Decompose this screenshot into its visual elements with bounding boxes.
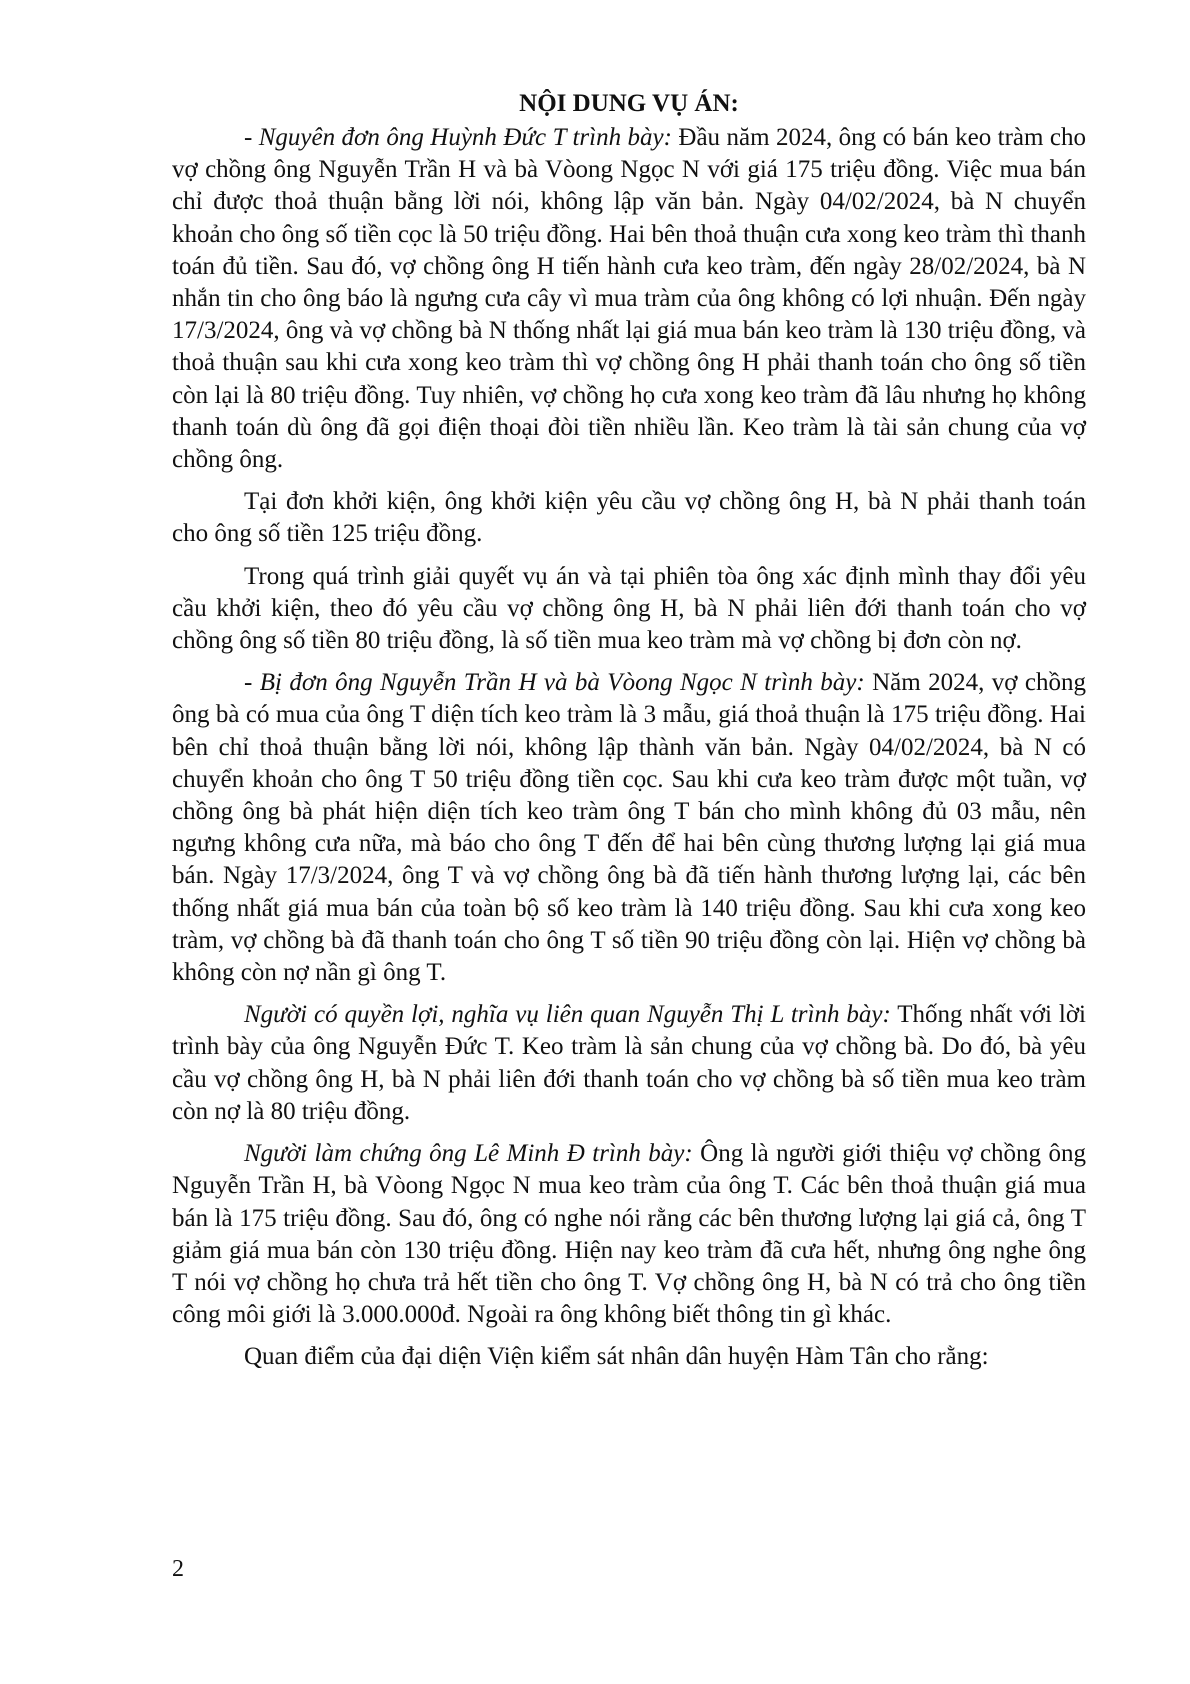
paragraph-lead: - Nguyên đơn ông Huỳnh Đức T trình bày:	[244, 124, 672, 151]
paragraph-text: Ông là người giới thiệu vợ chồng ông Nguyễn Trần H, bà Vòong Ngọc N mua keo tràm của ông T. Các bên thoả thuận giá mua bán là 175 triệu đồng. Sau đó, ông có nghe nói rằng các bên thương lượng lại giá cả, ông T giảm giá mua bán còn 130 triệu đồng. Hiện nay keo tràm đã cưa hết, nhưng ông nghe ông T nói vợ chồng họ chưa trả hết tiền cho ông T. Vợ chồng ông H, bà N có trả cho ông tiền công môi giới là 3.000.000đ. Ngoài ra ông không biết thông tin gì khác.	[172, 1140, 1086, 1329]
document-page	[172, 88, 1086, 1384]
paragraph-plaintiff	[172, 122, 1086, 476]
paragraph-text: Thống nhất với lời trình bày của ông Nguyễn Đức T. Keo tràm là sản chung của vợ chồng bà. Do đó, bà yêu cầu vợ chồng ông H, bà N phải liên đới thanh toán cho vợ chồng bà số tiền mua keo tràm còn nợ là 80 triệu đồng.	[172, 1001, 1086, 1125]
paragraph-text: Quan điểm của đại diện Viện kiểm sát nhân dân huyện Hàm Tân cho rằng:	[244, 1343, 989, 1371]
paragraph-claim	[172, 486, 1086, 550]
paragraph-text: Trong quá trình giải quyết vụ án và tại phiên tòa ông xác định mình thay đổi yêu cầu khởi kiện, theo đó yêu cầu vợ chồng ông H, bà N phải liên đới thanh toán cho vợ chồng ông số tiền 80 triệu đồng, là số tiền mua keo tràm mà vợ chồng bị đơn còn nợ.	[172, 562, 1086, 655]
paragraph-text: Đầu năm 2024, ông có bán keo tràm cho vợ chồng ông Nguyễn Trần H và bà Vòong Ngọc N với giá 175 triệu đồng. Việc mua bán chỉ được thoả thuận bằng lời nói, không lập văn bản. Ngày 04/02/2024, bà N chuyển khoản cho ông số tiền cọc là 50 triệu đồng. Hai bên thoả thuận cưa xong keo tràm thì thanh toán đủ tiền. Sau đó, vợ chồng ông H tiến hành cưa keo tràm, đến ngày 28/02/2024, bà N nhắn tin cho ông báo là ngưng cưa cây vì mua tràm của ông không có lợi nhuận. Đến ngày 17/3/2024, ông và vợ chồng bà N thống nhất lại giá mua bán keo tràm là 130 triệu đồng, và thoả thuận sau khi cưa xong keo tràm thì vợ chồng ông H phải thanh toán cho ông số tiền còn lại là 80 triệu đồng. Tuy nhiên, vợ chồng họ cưa xong keo tràm đã lâu nhưng họ không thanh toán dù ông đã gọi điện thoại đòi tiền nhiều lần. Keo tràm là tài sản chung của vợ chồng ông.	[172, 124, 1087, 474]
paragraph-lead: Người có quyền lợi, nghĩa vụ liên quan Nguyễn Thị L trình bày:	[244, 1001, 891, 1029]
paragraph-defendant	[172, 667, 1086, 989]
paragraph-lead: Người làm chứng ông Lê Minh Đ trình bày:	[244, 1140, 693, 1168]
paragraph-text: Tại đơn khởi kiện, ông khởi kiện yêu cầu vợ chồng ông H, bà N phải thanh toán cho ông số tiền 125 triệu đồng.	[172, 488, 1086, 548]
paragraph-changed-claim	[172, 561, 1086, 658]
section-heading: NỘI DUNG VỤ ÁN:	[519, 90, 739, 117]
paragraph-lead: - Bị đơn ông Nguyễn Trần H và bà Vòong Ngọc N trình bày:	[244, 669, 865, 697]
page-number: 2	[172, 1556, 184, 1582]
paragraph-witness	[172, 1138, 1086, 1331]
paragraph-related-party	[172, 999, 1086, 1128]
paragraph-procuracy	[172, 1341, 1086, 1373]
paragraph-text: Năm 2024, vợ chồng ông bà có mua của ông T diện tích keo tràm là 3 mẫu, giá thoả thuận là 175 triệu đồng. Hai bên chỉ thoả thuận bằng lời nói, không lập thành văn bản. Ngày 04/02/2024, bà N có chuyển khoản cho ông T 50 triệu đồng tiền cọc. Sau khi cưa keo tràm được một tuần, vợ chồng ông bà phát hiện diện tích keo tràm ông T bán cho mình không đủ 03 mẫu, nên ngưng không cưa nữa, mà báo cho ông T đến để hai bên cùng thương lượng lại giá mua bán. Ngày 17/3/2024, ông T và vợ chồng ông bà đã tiến hành thương lượng lại, các bên thống nhất giá mua bán của toàn bộ số keo tràm là 140 triệu đồng. Sau khi cưa xong keo tràm, vợ chồng bà đã thanh toán cho ông T số tiền 90 triệu đồng còn lại. Hiện vợ chồng bà không còn nợ nần gì ông T.	[172, 669, 1086, 987]
